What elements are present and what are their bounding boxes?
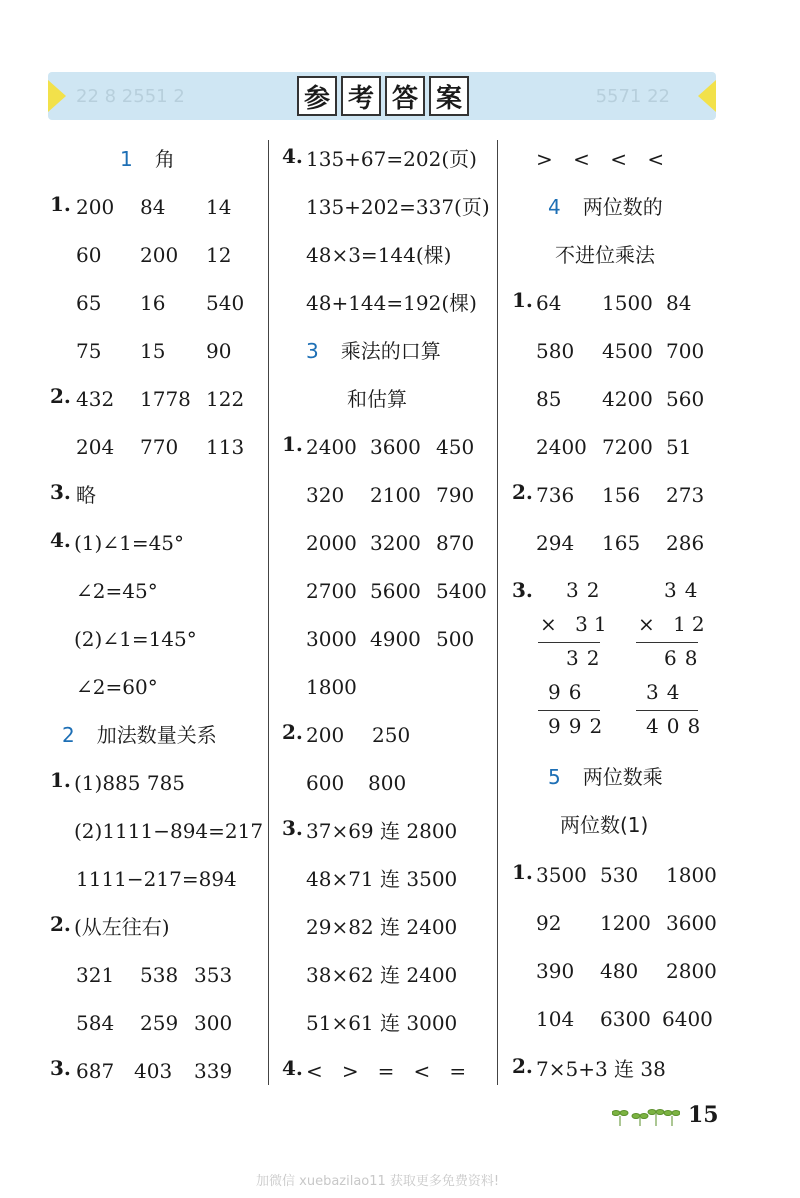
partial-product: 68 bbox=[664, 646, 706, 670]
multiplier: × 12 bbox=[638, 612, 711, 636]
question-number: 4. bbox=[282, 144, 303, 168]
answer-text: < > = < = bbox=[306, 1059, 467, 1083]
section-heading: 4 两位数的 bbox=[548, 195, 663, 219]
watermark-text: 加微信 xuebazilao11 获取更多免费资料! bbox=[256, 1174, 500, 1189]
answer-line: (从左往右) bbox=[74, 915, 170, 939]
question-number: 1. bbox=[282, 432, 303, 456]
answer-line: 48×71 连 3500 bbox=[306, 867, 458, 891]
rule-line bbox=[538, 710, 600, 711]
product: 408 bbox=[646, 714, 709, 738]
rule-line bbox=[636, 642, 698, 643]
question-number: 4. bbox=[50, 528, 71, 552]
question-number: 3. bbox=[282, 816, 303, 840]
sprout-icon bbox=[612, 1104, 680, 1128]
title-char: 案 bbox=[429, 76, 469, 116]
section-heading: 2 加法数量关系 bbox=[62, 723, 217, 747]
answer-line: (1)885 785 bbox=[74, 771, 186, 795]
section-heading: 1 角 bbox=[120, 147, 175, 171]
section-heading-line2: 不进位乘法 bbox=[555, 243, 655, 267]
question-number: 2. bbox=[512, 480, 533, 504]
answer-line: ∠2=45° bbox=[76, 579, 158, 603]
question-number: 1. bbox=[50, 192, 71, 216]
question-number: 4. bbox=[282, 1056, 303, 1080]
answer-line: ∠2=60° bbox=[76, 675, 158, 699]
answer-line: 1111−217=894 bbox=[76, 867, 237, 891]
question-number: 2. bbox=[512, 1054, 533, 1078]
rule-line bbox=[538, 642, 600, 643]
partial-product: 34 bbox=[646, 680, 688, 704]
page-title bbox=[297, 76, 469, 116]
section-heading: 5 两位数乘 bbox=[548, 765, 663, 789]
comparison-answers: > < < < bbox=[536, 147, 665, 171]
rule-line bbox=[636, 710, 698, 711]
answer-line: 48×3=144(棵) bbox=[306, 243, 452, 267]
banner-faint-left: 22 8 2551 2 bbox=[76, 86, 185, 107]
partial-product: 96 bbox=[548, 680, 590, 704]
banner-faint-right: 5571 22 bbox=[595, 86, 670, 107]
multiplicand: 34 bbox=[664, 578, 706, 602]
question-number: 3. bbox=[50, 1056, 71, 1080]
title-char: 答 bbox=[385, 76, 425, 116]
question-number: 2. bbox=[282, 720, 303, 744]
question-number: 1. bbox=[50, 768, 71, 792]
question-number: 2. bbox=[50, 384, 71, 408]
answer-line: 37×69 连 2800 bbox=[306, 819, 458, 843]
title-char: 参 bbox=[297, 76, 337, 116]
title-char: 考 bbox=[341, 76, 381, 116]
multiplicand: 32 bbox=[566, 578, 608, 602]
question-number: 3. bbox=[512, 578, 533, 602]
answer-line: (2)∠1=145° bbox=[74, 627, 197, 651]
partial-product: 32 bbox=[566, 646, 608, 670]
page-number: 15 bbox=[688, 1102, 719, 1128]
question-number: 1. bbox=[512, 860, 533, 884]
section-heading: 3 乘法的口算 bbox=[306, 339, 441, 363]
answer-line: 135+67=202(页) bbox=[306, 147, 477, 171]
question-number: 3. bbox=[50, 480, 71, 504]
question-number: 1. bbox=[512, 288, 533, 312]
multiplier: × 31 bbox=[540, 612, 613, 636]
answer-line: (2)1111−894=217 bbox=[74, 819, 264, 843]
answer-text: 略 bbox=[76, 483, 96, 507]
answer-line: 29×82 连 2400 bbox=[306, 915, 458, 939]
section-heading-line2: 两位数(1) bbox=[560, 813, 649, 837]
product: 992 bbox=[548, 714, 611, 738]
answer-line: 48+144=192(棵) bbox=[306, 291, 477, 315]
answer-line: 51×61 连 3000 bbox=[306, 1011, 458, 1035]
left-arrow-icon bbox=[48, 80, 66, 112]
right-arrow-icon bbox=[698, 80, 716, 112]
column-divider bbox=[497, 140, 498, 1085]
answer-text: 7×5+3 连 38 bbox=[536, 1057, 666, 1081]
section-heading-line2: 和估算 bbox=[347, 387, 407, 411]
answer-line: 135+202=337(页) bbox=[306, 195, 490, 219]
question-number: 2. bbox=[50, 912, 71, 936]
answer-line: 38×62 连 2400 bbox=[306, 963, 458, 987]
answer-line: (1)∠1=45° bbox=[74, 531, 185, 555]
column-divider bbox=[268, 140, 269, 1085]
